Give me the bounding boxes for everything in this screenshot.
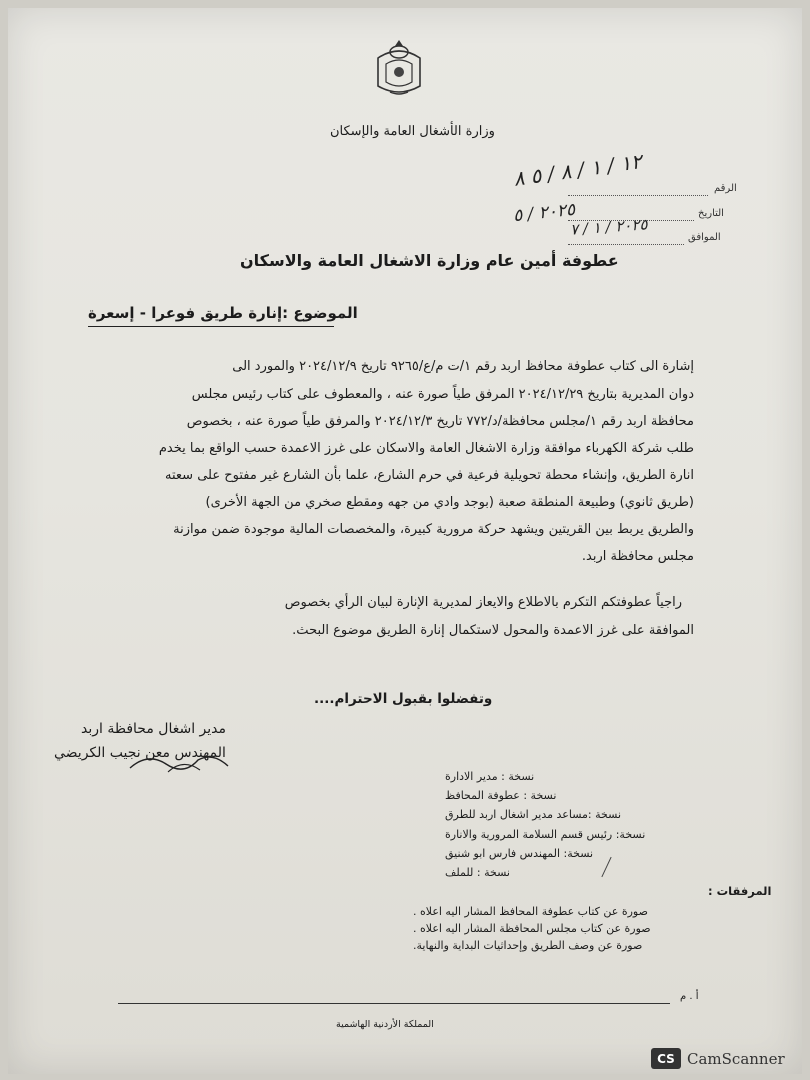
initials: أ . م — [680, 991, 699, 1002]
copy-line: نسخة: المهندس فارس ابو شنيق — [445, 847, 594, 860]
body-line: مجلس محافظة اربد. — [581, 549, 694, 564]
subject: الموضوع :إنارة طريق فوعرا - إسعرة — [88, 304, 358, 322]
ref-label: الرقم — [714, 183, 737, 194]
royal-crest-icon — [370, 36, 428, 100]
body-line: محافظة اربد رقم ١/مجلس محافظة/د/٧٧٢ تاريخ ٢٠٢٤/١٢/٣ والمرفق طياً صورة عنه ، بخصوص — [186, 414, 694, 429]
signature-scribble — [128, 748, 238, 778]
body-line: انارة الطريق، وإنشاء محطة تحويلية فرعية في حرم الشارع، علما بأن الشارع غير مفتوح على سعته — [165, 468, 694, 483]
body-line: طلب شركة الكهرباء موافقة وزارة الاشغال العامة والاسكان على غرز الاعمدة حسب الواقع بما يخدم — [158, 441, 694, 456]
hijri-value: ٢٠٢٥ / ١ / ٧ — [569, 215, 649, 239]
date-value: ٢٠٢٥ / ٥ — [512, 199, 577, 227]
copy-line: نسخة :مساعد مدير اشغال اربد للطرق — [445, 808, 621, 821]
attachment-item: صورة عن كتاب مجلس المحافظة المشار اليه اعلاه . — [413, 922, 651, 935]
ministry-name: وزارة الأشغال العامة والإسكان — [330, 124, 495, 139]
body-line: دوان المديرية بتاريخ ٢٠٢٤/١٢/٢٩ المرفق طياً صورة عنه ، والمعطوف على كتاب رئيس مجلس — [191, 387, 694, 402]
camscanner-watermark — [651, 1048, 785, 1069]
copy-line: نسخة: رئيس قسم السلامة المرورية والانارة — [445, 828, 646, 841]
copy-line: نسخة : عطوفة المحافظ — [445, 789, 557, 802]
document-page — [8, 8, 802, 1074]
addressee: عطوفة أمين عام وزارة الاشغال العامة والاسكان — [240, 251, 619, 270]
body-line: والطريق يربط بين القريتين ويشهد حركة مرورية كبيرة، والمخصصات المالية موجودة ضمن موازنة — [173, 522, 694, 537]
attachment-item: صورة عن وصف الطريق وإحداثيات البداية والنهاية. — [413, 939, 643, 952]
camscanner-logo-icon: CS — [651, 1048, 681, 1069]
copy-line: نسخة : مدير الادارة — [445, 770, 535, 783]
body-line: الموافقة على غرز الاعمدة والمحول لاستكمال إنارة الطريق موضوع البحث. — [292, 623, 694, 638]
ref-value: ١٢ / ١ / ٨ / ٥ ٨ — [511, 149, 644, 191]
body-line: إشارة الى كتاب عطوفة محافظ اربد رقم ١/ت م/ع/٩٢٦٥ تاريخ ٢٠٢٤/١٢/٩ والمورد الى — [232, 359, 694, 374]
camscanner-name: CamScanner — [687, 1049, 785, 1068]
date-label: التاريخ — [698, 208, 724, 219]
subject-underline — [88, 326, 334, 327]
attachments-title: المرفقات : — [708, 884, 772, 898]
hijri-label: الموافق — [688, 232, 721, 243]
signatory-name: المهندس معن نجيب الكريضي — [54, 745, 226, 761]
attachment-item: صورة عن كتاب عطوفة المحافظ المشار اليه اعلاه . — [413, 905, 648, 918]
closing-line: وتفضلوا بقبول الاحترام.... — [314, 691, 493, 707]
body-line: راجياً عطوفتكم التكرم بالاطلاع والايعاز لمديرية الإنارة لبيان الرأي بخصوص — [284, 595, 682, 610]
copy-line: نسخة : للملف — [445, 866, 510, 879]
body-line: (طريق ثانوي) وطبيعة المنطقة صعبة (بوجد وادي من جهه ومقطع صخري من الجهة الأخرى) — [205, 495, 694, 510]
handwritten-tick — [601, 857, 611, 877]
signatory-title: مدير اشغال محافظة اربد — [81, 721, 227, 737]
footer-rule — [118, 1003, 670, 1004]
footer-text: المملكة الأردنية الهاشمية — [336, 1019, 434, 1030]
